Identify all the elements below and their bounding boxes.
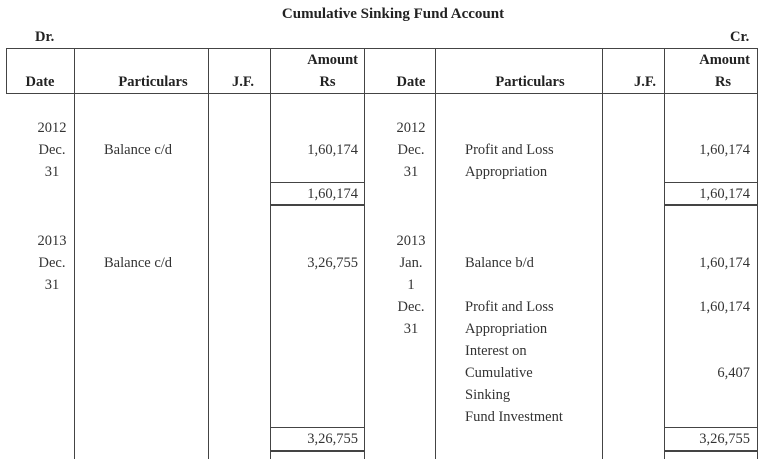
particulars-line: Interest on [465, 343, 527, 359]
date-day: 31 [403, 321, 419, 337]
header-bottom-border [6, 93, 758, 94]
date-day: 1 [407, 277, 415, 293]
amount-cr-2013-balance: 1,60,174 [699, 255, 750, 271]
particulars-dr-2012: Balance c/d [104, 142, 173, 158]
amount-dr-2012: 1,60,174 [307, 142, 358, 158]
table-top-border [6, 48, 758, 49]
date-day: 31 [403, 164, 419, 180]
date-cr-2013-dec [375, 296, 447, 340]
particulars-cr-2013-profit [465, 296, 554, 340]
amount-cr-2013-interest: 6,407 [717, 365, 750, 381]
debit-side-label: Dr. [35, 29, 55, 45]
date-month: Dec. [397, 142, 425, 158]
total-dr-2013: 3,26,755 [307, 431, 358, 447]
particulars-line: Appropriation [465, 164, 548, 180]
particulars-cr-2013-interest [465, 340, 563, 428]
header-date-dr: Date [25, 74, 55, 90]
date-dr-2012 [6, 117, 98, 183]
date-year: 2013 [396, 233, 426, 249]
header-rs-dr: Rs [319, 74, 336, 90]
total-cr-2013: 3,26,755 [699, 431, 750, 447]
particulars-line: Profit and Loss [465, 142, 554, 158]
particulars-line: Fund Investment [465, 409, 563, 425]
particulars-line: Profit and Loss [465, 299, 554, 315]
header-particulars-dr: Particulars [118, 74, 188, 90]
date-day: 31 [44, 164, 60, 180]
date-month: Jan. [399, 255, 423, 271]
account-title: Cumulative Sinking Fund Account [281, 6, 505, 22]
header-particulars-cr: Particulars [495, 74, 565, 90]
particulars-cr-2012 [465, 139, 554, 183]
particulars-dr-2013: Balance c/d [104, 255, 173, 271]
date-cr-2012 [375, 117, 447, 183]
col-border-right [757, 48, 758, 459]
header-amount-cr: Amount [699, 52, 750, 68]
amount-cr-2012: 1,60,174 [699, 142, 750, 158]
col-border-particulars-cr [602, 48, 603, 459]
total-line-bottom-cr-2013 [664, 450, 758, 452]
header-jf-cr: J.F. [633, 74, 657, 90]
col-border-amount-dr [364, 48, 365, 459]
col-border-particulars-dr [208, 48, 209, 459]
amount-dr-2013: 3,26,755 [307, 255, 358, 271]
date-cr-2013-jan [375, 230, 447, 296]
date-year: 2012 [396, 120, 426, 136]
amount-cr-2013-profit: 1,60,174 [699, 299, 750, 315]
date-year: 2012 [37, 120, 67, 136]
total-dr-2012: 1,60,174 [307, 186, 358, 202]
particulars-line: Sinking [465, 387, 511, 403]
date-month: Dec. [397, 299, 425, 315]
date-day: 31 [44, 277, 60, 293]
date-year: 2013 [37, 233, 67, 249]
header-date-cr: Date [396, 74, 426, 90]
particulars-line: Cumulative [465, 365, 533, 381]
header-rs-cr: Rs [714, 74, 732, 90]
total-line-bottom-dr-2013 [270, 450, 365, 452]
total-cr-2012: 1,60,174 [699, 186, 750, 202]
particulars-line: Appropriation [465, 321, 548, 337]
date-dr-2013 [6, 230, 98, 296]
header-amount-dr: Amount [307, 52, 358, 68]
date-month: Dec. [38, 142, 66, 158]
header-jf-dr: J.F. [231, 74, 255, 90]
particulars-cr-2013-balance: Balance b/d [465, 255, 534, 271]
credit-side-label: Cr. [730, 29, 750, 45]
date-month: Dec. [38, 255, 66, 271]
